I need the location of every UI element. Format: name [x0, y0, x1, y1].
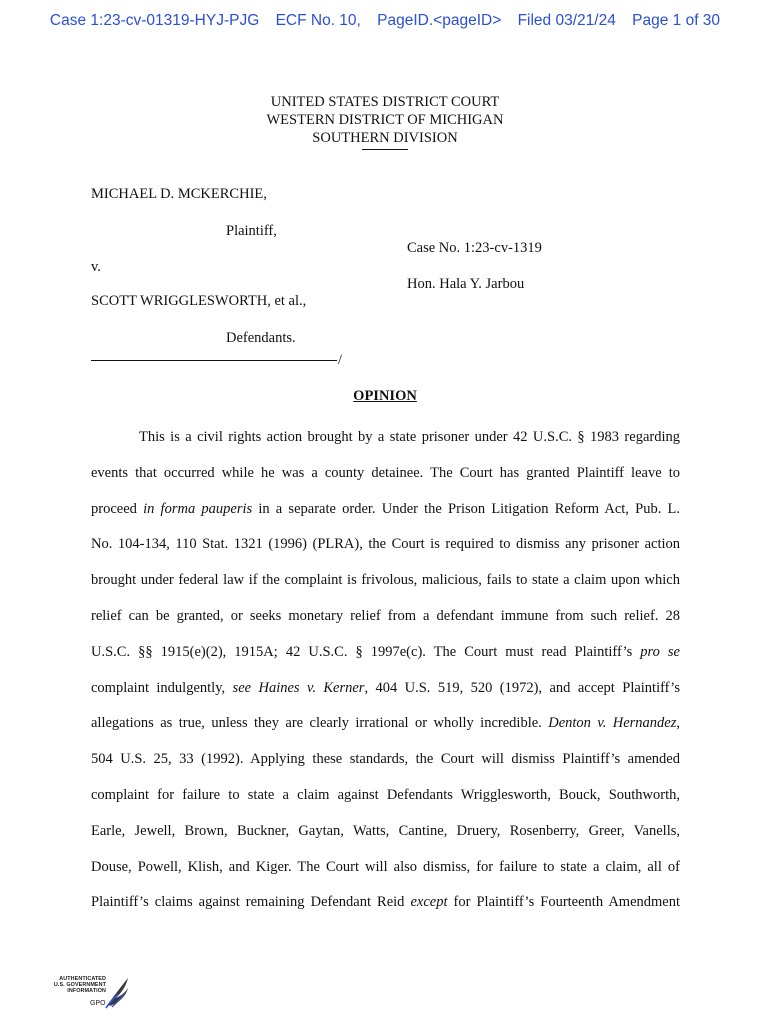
gpo-logo-line: INFORMATION: [67, 988, 106, 994]
opinion-line: This is a civil rights action brought by a state prisoner under 42 U.S.C. § 1983 regarding: [139, 429, 680, 445]
gpo-logo-line: U.S. GOVERNMENT: [53, 982, 106, 988]
ecf-case-number: Case 1:23-cv-01319-HYJ-PJG: [49, 12, 260, 29]
opinion-line: allegations as true, unless they are clearly irrational or wholly incredible. Denton v. Hernandez,: [91, 715, 680, 732]
opinion-line: proceed in forma pauperis in a separate order. Under the Prison Litigation Reform Act, Pub. L.: [91, 500, 680, 517]
court-division: SOUTHERN DIVISION: [312, 130, 458, 146]
italic-text: in forma pauperis: [143, 500, 253, 517]
opinion-body: [91, 420, 680, 921]
opinion-line: complaint indulgently, see Haines v. Kerner, 404 U.S. 519, 520 (1972), and accept Plaintiff’s: [91, 679, 680, 696]
ecf-number: ECF No. 10,: [275, 12, 361, 29]
opinion-title: OPINION: [353, 388, 417, 404]
opinion-line: relief can be granted, or seeks monetary relief from a defendant immune from such relief. 28: [91, 607, 680, 624]
court-name: UNITED STATES DISTRICT COURT: [270, 94, 500, 110]
italic-text: pro se: [640, 643, 680, 660]
case-number: Case No. 1:23-cv-1319: [407, 240, 542, 256]
opinion-line: brought under federal law if the complaint is frivolous, malicious, fails to state a claim upon which: [91, 572, 680, 589]
italic-text: except: [410, 894, 448, 911]
defendant-name: SCOTT WRIGGLESWORTH, et al.,: [91, 293, 307, 309]
gpo-authentication-logo: [42, 972, 132, 1014]
opinion-line: 504 U.S. 25, 33 (1992). Applying these standards, the Court will dismiss Plaintiff’s amended: [91, 751, 680, 768]
court-heading: [0, 93, 770, 150]
plaintiff-role: Plaintiff,: [226, 223, 277, 239]
eagle-icon: [104, 974, 132, 1010]
ecf-filed-date: Filed 03/21/24: [517, 12, 616, 29]
ecf-header: [0, 12, 770, 30]
ecf-page-count: Page 1 of 30: [632, 12, 721, 29]
defendant-role: Defendants.: [226, 330, 296, 346]
gpo-logo-line: AUTHENTICATED: [59, 976, 106, 982]
court-heading-rule: [362, 149, 408, 150]
opinion-line: events that occurred while he was a county detainee. The Court has granted Plaintiff leave to: [91, 464, 680, 481]
gpo-logo-word: GPO: [90, 1000, 106, 1007]
court-district: WESTERN DISTRICT OF MICHIGAN: [266, 112, 504, 128]
gpo-logo-text: [42, 976, 106, 994]
opinion-line: complaint for failure to state a claim against Defendants Wrigglesworth, Bouck, Southworth,: [91, 786, 680, 803]
opinion-line: No. 104-134, 110 Stat. 1321 (1996) (PLRA), the Court is required to dismiss any prisoner action: [91, 536, 680, 553]
opinion-line: Earle, Jewell, Brown, Buckner, Gaytan, Watts, Cantine, Druery, Rosenberry, Greer, Vanells,: [91, 822, 680, 839]
ecf-pageid: PageID.<pageID>: [377, 12, 502, 29]
judge-name: Hon. Hala Y. Jarbou: [407, 276, 525, 292]
caption-separator: [91, 352, 342, 369]
caption-separator-rule: [91, 360, 337, 361]
italic-text: Denton v. Hernandez: [548, 715, 677, 732]
opinion-line: U.S.C. §§ 1915(e)(2), 1915A; 42 U.S.C. § 1997e(c). The Court must read Plaintiff’s pro se: [91, 643, 680, 660]
italic-text: see Haines v. Kerner: [232, 679, 365, 696]
caption-separator-slash: /: [338, 352, 343, 368]
versus: v.: [91, 259, 101, 275]
opinion-line: Douse, Powell, Klish, and Kiger. The Court will also dismiss, for failure to state a claim, all of: [91, 858, 680, 875]
opinion-line: Plaintiff’s claims against remaining Defendant Reid except for Plaintiff’s Fourteenth Amendment: [91, 894, 681, 911]
plaintiff-name: MICHAEL D. MCKERCHIE,: [91, 186, 267, 202]
